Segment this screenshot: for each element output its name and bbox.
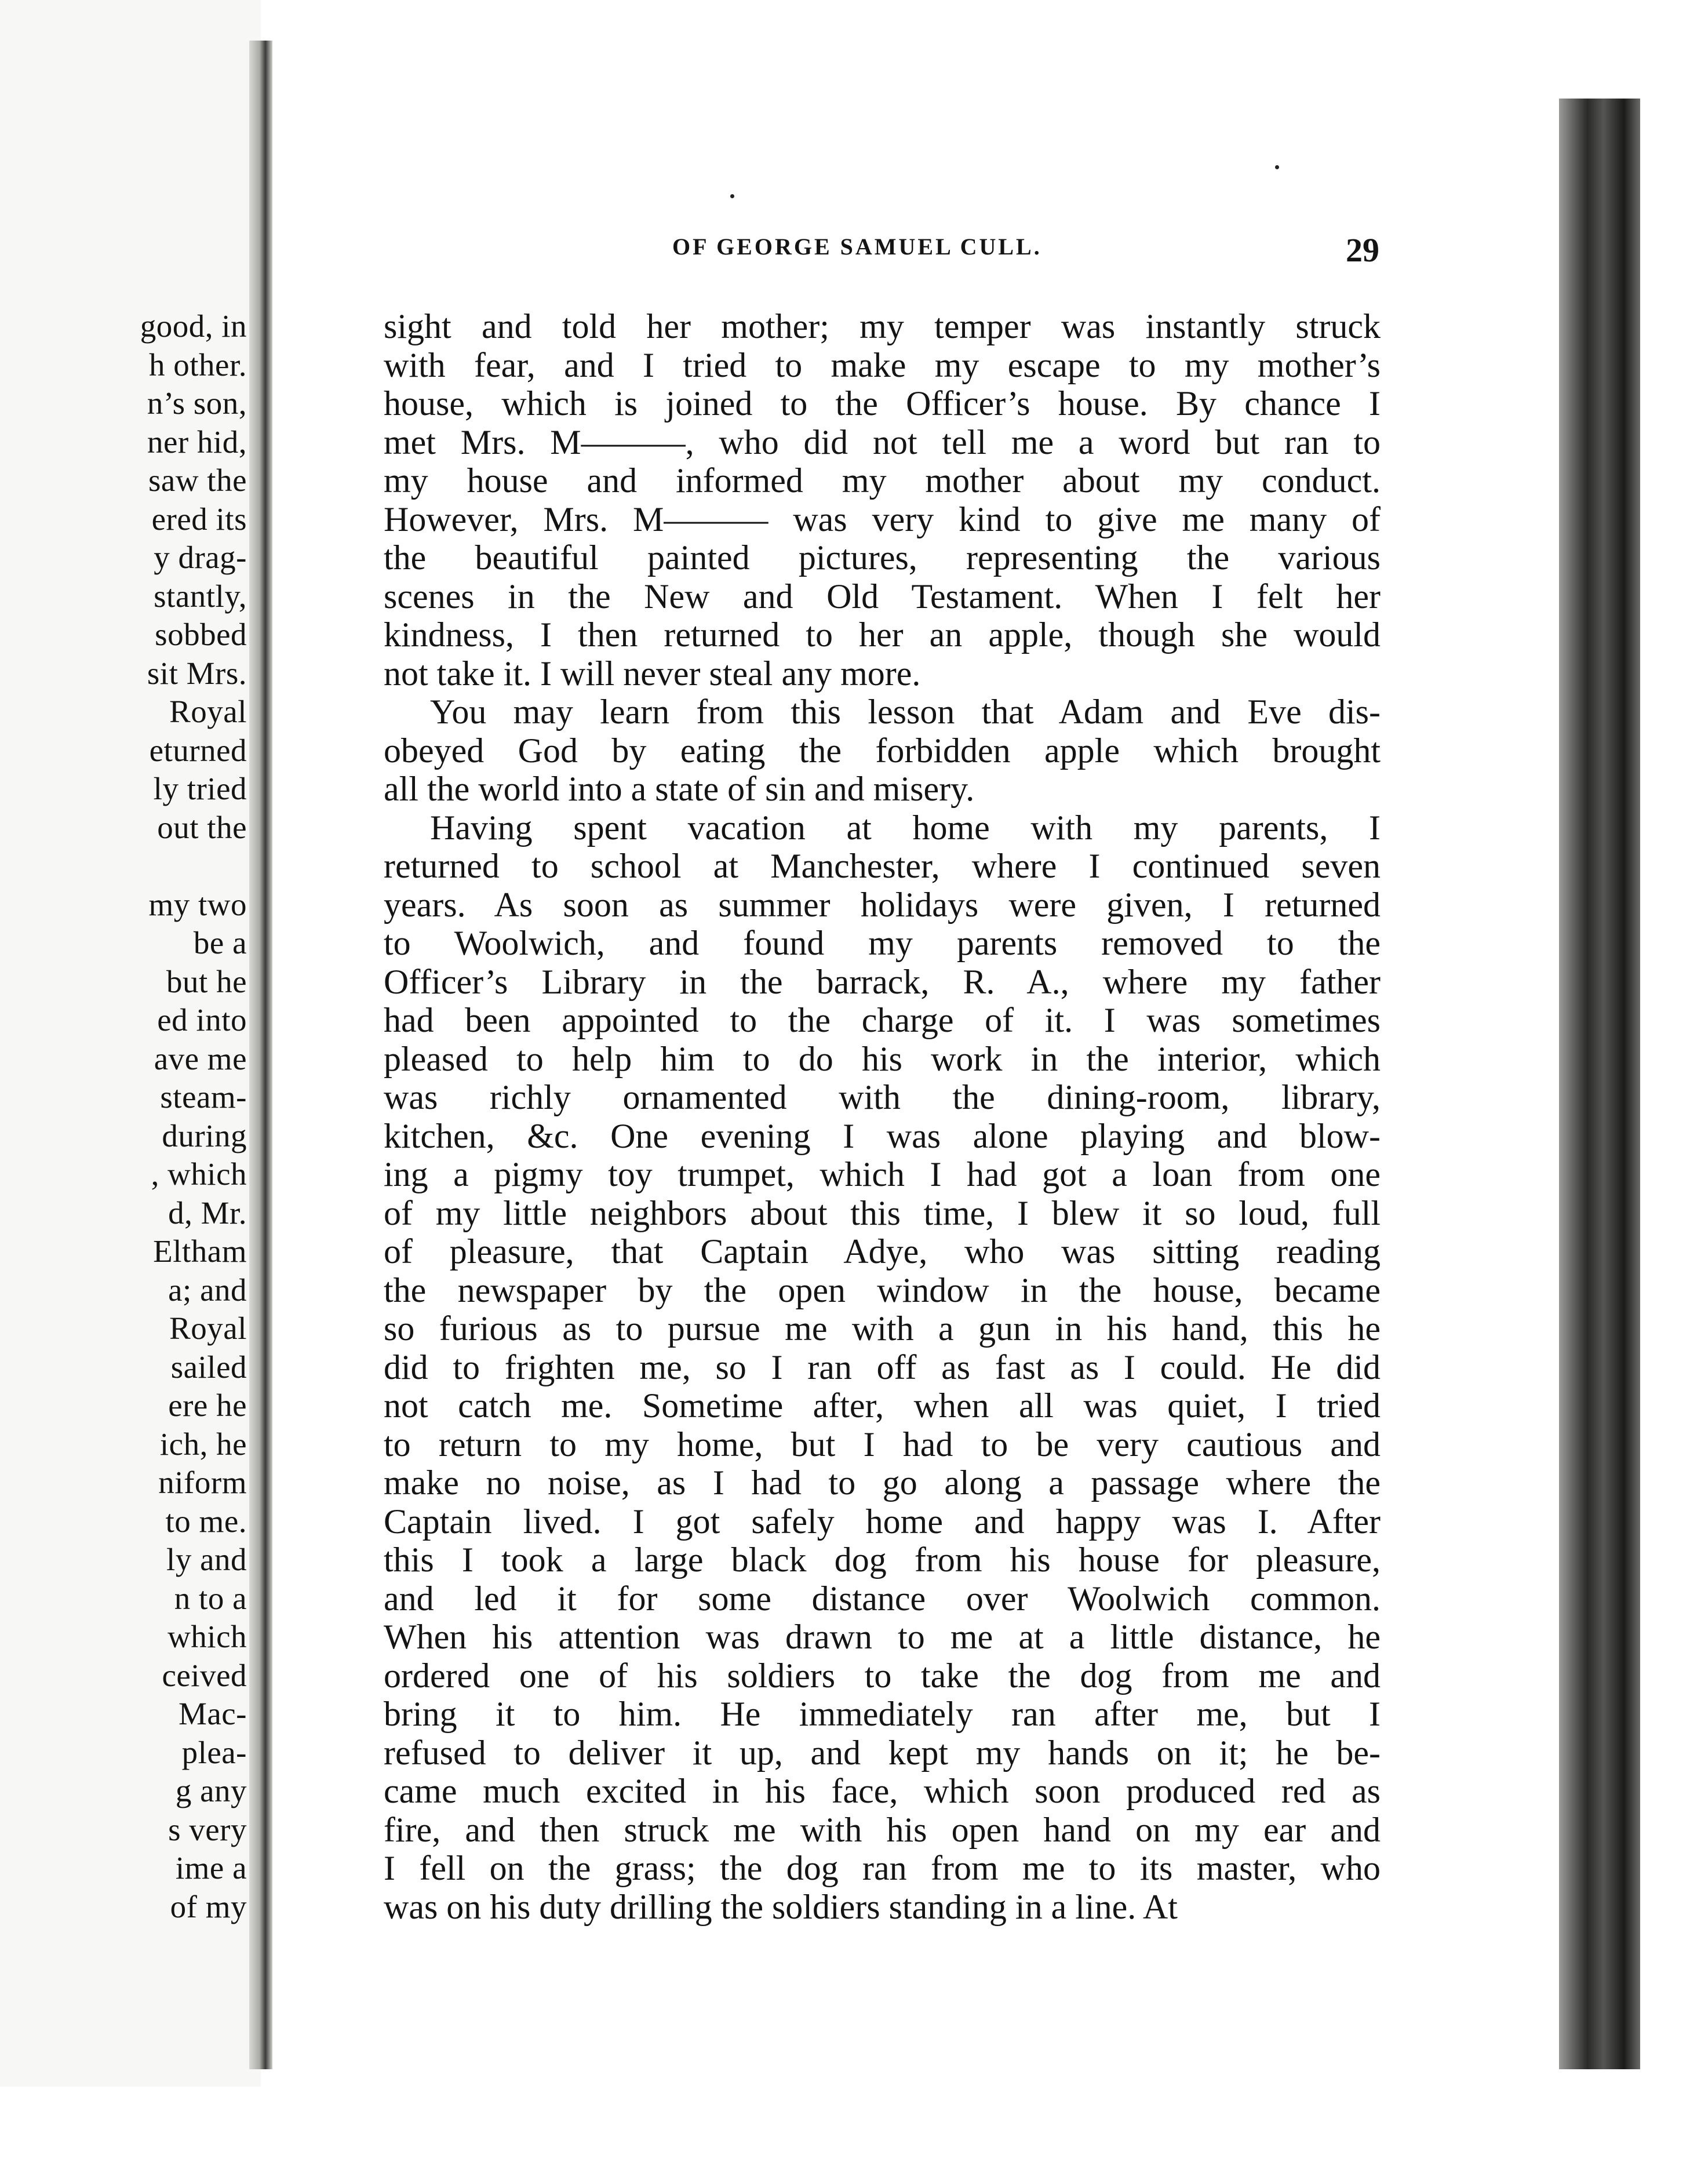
left-page-fragment xyxy=(0,0,261,2087)
left-page-line: n to a xyxy=(174,1580,247,1616)
left-page-line: g any xyxy=(175,1773,247,1808)
text-line: this I took a large black dog from his house for pleasure, xyxy=(384,1541,1381,1579)
left-page-line: during xyxy=(162,1118,247,1153)
left-page-line: Mac- xyxy=(178,1696,247,1731)
book-gutter xyxy=(249,41,272,2069)
left-page-line: steam- xyxy=(160,1079,247,1115)
left-page-line: Royal xyxy=(169,1311,247,1346)
body-text xyxy=(384,307,1381,1926)
text-line: of pleasure, that Captain Adye, who was sitting reading xyxy=(384,1232,1381,1271)
text-line: make no noise, as I had to go along a passage where the xyxy=(384,1464,1381,1502)
text-line: ordered one of his soldiers to take the dog from me and xyxy=(384,1656,1381,1695)
left-page-line: ered its xyxy=(151,501,247,537)
left-page-line: ime a xyxy=(175,1850,247,1885)
text-line: bring it to him. He immediately ran after me, but I xyxy=(384,1695,1381,1733)
paragraph xyxy=(384,809,1381,1927)
text-line: so furious as to pursue me with a gun in his hand, this he xyxy=(384,1309,1381,1348)
text-line: and led it for some distance over Woolwich common. xyxy=(384,1579,1381,1618)
left-page-line: stantly, xyxy=(154,578,247,614)
left-page-line: good, in xyxy=(140,308,247,344)
running-head: OF GEORGE SAMUEL CULL. xyxy=(672,234,1042,260)
text-line: I fell on the grass; the dog ran from me to its master, who xyxy=(384,1849,1381,1887)
text-line: However, Mrs. M——— was very kind to give me many of xyxy=(384,500,1381,538)
text-line: obeyed God by eating the forbidden apple which brought xyxy=(384,731,1381,770)
text-line: refused to deliver it up, and kept my hands on it; he be- xyxy=(384,1733,1381,1772)
text-line: years. As soon as summer holidays were given, I returned xyxy=(384,885,1381,924)
left-page-line: a; and xyxy=(168,1272,247,1308)
ink-speck xyxy=(730,194,734,198)
left-page-line: ly tried xyxy=(153,771,247,806)
left-page-line: of my xyxy=(170,1888,247,1924)
left-page-line: ner hid, xyxy=(147,424,247,460)
text-line: was richly ornamented with the dining-room, library, xyxy=(384,1078,1381,1116)
left-page-line: niform xyxy=(158,1465,247,1500)
paragraph xyxy=(384,693,1381,809)
text-line: to return to my home, but I had to be very cautious and xyxy=(384,1425,1381,1464)
page-edge-shadow xyxy=(1559,99,1640,2069)
left-page-line: ed into xyxy=(157,1002,247,1038)
text-line: Having spent vacation at home with my parents, I xyxy=(430,808,1381,847)
left-page-line: n’s son, xyxy=(147,385,247,421)
left-page-line: eturned xyxy=(149,732,247,768)
text-line: my house and informed my mother about my conduct. xyxy=(384,461,1381,500)
text-line: returned to school at Manchester, where I continued seven xyxy=(384,847,1381,885)
left-page-line: s very xyxy=(168,1811,247,1847)
text-line: house, which is joined to the Officer’s house. By chance I xyxy=(384,384,1381,423)
left-page-line: ceived xyxy=(162,1657,247,1693)
left-page-line: , which xyxy=(151,1156,247,1192)
left-page-line: Eltham xyxy=(153,1233,247,1269)
left-page-line: h other. xyxy=(149,347,247,383)
left-page-line: out the xyxy=(157,809,247,845)
text-line: the newspaper by the open window in the house, became xyxy=(384,1271,1381,1309)
left-page-line: d, Mr. xyxy=(168,1195,247,1231)
left-page-line: ly and xyxy=(166,1542,247,1577)
paragraph xyxy=(384,307,1381,693)
text-line: fire, and then struck me with his open hand on my ear and xyxy=(384,1810,1381,1849)
text-line: the beautiful painted pictures, representing the various xyxy=(384,538,1381,577)
left-page-line: saw the xyxy=(148,463,247,498)
left-page-line: plea- xyxy=(181,1734,247,1770)
left-page-line: y drag- xyxy=(154,540,247,575)
left-page-line: to me. xyxy=(165,1503,247,1539)
text-line: not take it. I will never steal any more. xyxy=(384,654,921,693)
text-line: kindness, I then returned to her an apple, though she would xyxy=(384,616,1381,654)
text-line: did to frighten me, so I ran off as fast as I could. He did xyxy=(384,1348,1381,1386)
left-page-lines xyxy=(27,307,247,1926)
text-line: ing a pigmy toy trumpet, which I had got a loan from one xyxy=(384,1155,1381,1193)
left-page-line: sailed xyxy=(170,1349,247,1385)
left-page-line: sit Mrs. xyxy=(147,655,247,691)
text-line: You may learn from this lesson that Adam and Eve dis- xyxy=(430,693,1381,731)
text-line: pleased to help him to do his work in the interior, which xyxy=(384,1039,1381,1078)
text-line: Captain lived. I got safely home and happy was I. After xyxy=(384,1502,1381,1541)
text-line: of my little neighbors about this time, I blew it so loud, full xyxy=(384,1193,1381,1232)
text-line: came much excited in his face, which soon produced red as xyxy=(384,1772,1381,1810)
left-page-line: my two xyxy=(148,886,247,922)
page-number: 29 xyxy=(1346,231,1379,269)
text-line: scenes in the New and Old Testament. When I felt her xyxy=(384,577,1381,616)
text-line: to Woolwich, and found my parents removed to the xyxy=(384,924,1381,962)
text-line: Officer’s Library in the barrack, R. A., where my father xyxy=(384,962,1381,1001)
text-line: When his attention was drawn to me at a little distance, he xyxy=(384,1618,1381,1656)
ink-speck xyxy=(1275,165,1279,169)
text-line: all the world into a state of sin and misery. xyxy=(384,770,975,808)
left-page-line xyxy=(27,847,247,886)
left-page-line: which xyxy=(167,1619,247,1654)
text-line: with fear, and I tried to make my escape to my mother’s xyxy=(384,345,1381,384)
text-line: met Mrs. M———, who did not tell me a word but ran to xyxy=(384,423,1381,461)
text-line: kitchen, &c. One evening I was alone playing and blow- xyxy=(384,1116,1381,1155)
text-line: sight and told her mother; my temper was instantly struck xyxy=(384,307,1381,345)
left-page-line: Royal xyxy=(169,694,247,729)
left-page-line: be a xyxy=(193,925,247,960)
left-page-line: ere he xyxy=(168,1388,247,1423)
left-page-line: sobbed xyxy=(155,617,247,652)
left-page-line: ich, he xyxy=(159,1426,247,1462)
text-line: was on his duty drilling the soldiers standing in a line. At xyxy=(384,1887,1178,1926)
left-page-line: but he xyxy=(166,963,247,999)
text-line: had been appointed to the charge of it. I was sometimes xyxy=(384,1001,1381,1039)
left-page-line: ave me xyxy=(154,1040,247,1076)
text-line: not catch me. Sometime after, when all was quiet, I tried xyxy=(384,1386,1381,1425)
